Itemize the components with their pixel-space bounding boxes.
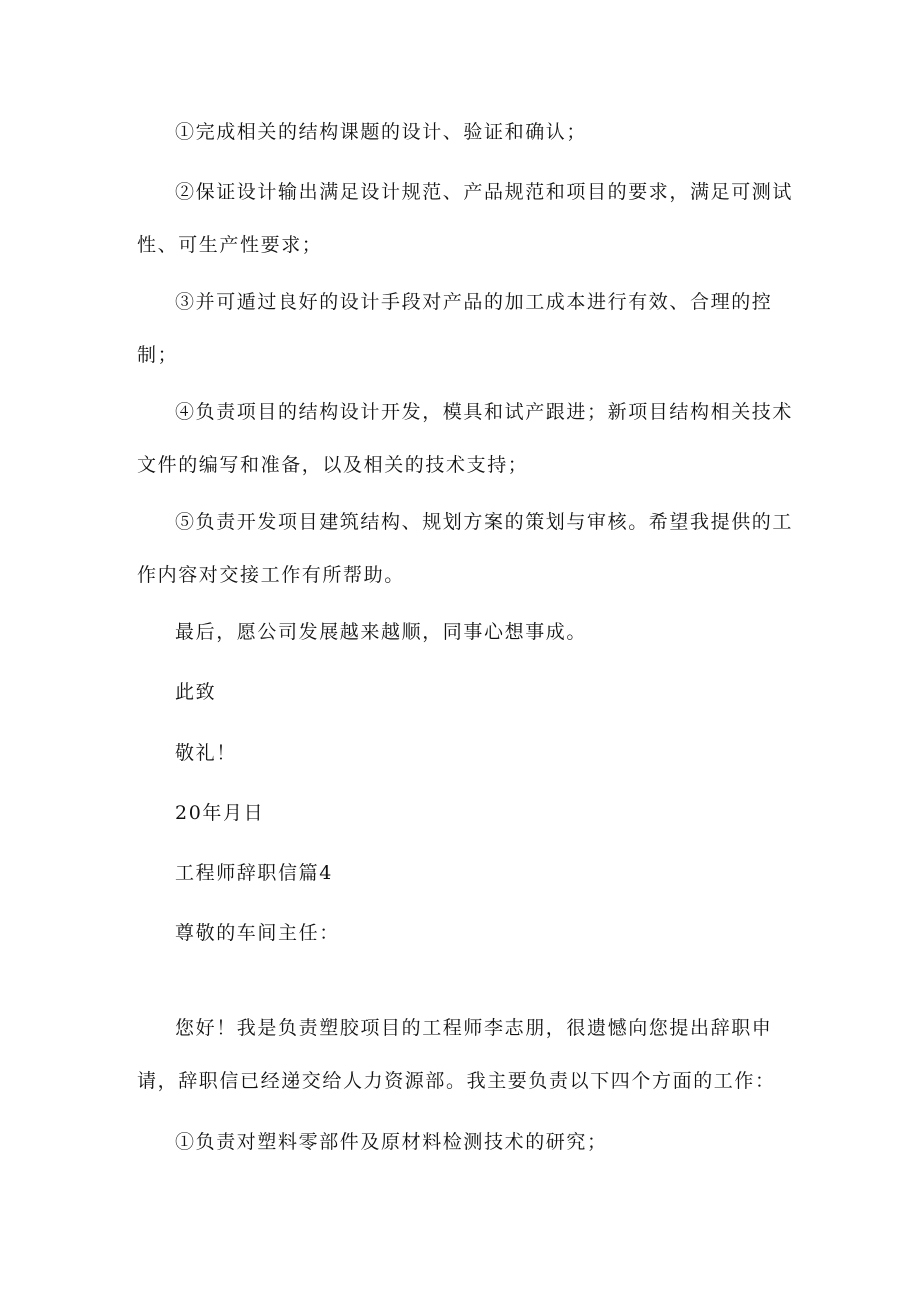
salutation-jingli: 敬礼！ [175,742,237,764]
paragraph-item-5: ⑤负责开发项目建筑结构、规划方案的策划与审核。希望我提供的工作内容对交接工作有所帮助。 [137,511,794,586]
letter-body: 您好！我是负责塑胶项目的工程师李志朋，很遗憾向您提出辞职申请，辞职信已经递交给人力资源部。我主要负责以下四个方面的工作： [137,1017,776,1092]
paragraph-item-3: ③并可遁过良好的设计手段对产品的加工成本进行有效、合理的控制； [137,291,773,366]
salutation-cizhi: 此致 [175,681,217,703]
letter-greeting: 尊敬的车间主任： [175,922,340,944]
closing-wish: 最后，愿公司发展越来越顺，同事心想事成。 [175,621,588,643]
duty-item-1: ①负责对塑料零部件及原材料检测技术的研究； [175,1131,608,1153]
paragraph-item-4: ④负责项目的结构设计开发，模具和试产跟进；新项目结构相关技术文件的编写和准备，以及相关的技术支持； [137,401,794,476]
date-line: 20年月日 [175,802,265,824]
paragraph-item-1: ①完成相关的结构课题的设计、验证和确认； [175,121,588,143]
paragraph-item-2: ②保证设计输出满足设计规范、产品规范和项目的要求，满足可测试性、可生产性要求； [137,181,794,256]
section-title: 工程师辞职信篇4 [175,862,333,884]
